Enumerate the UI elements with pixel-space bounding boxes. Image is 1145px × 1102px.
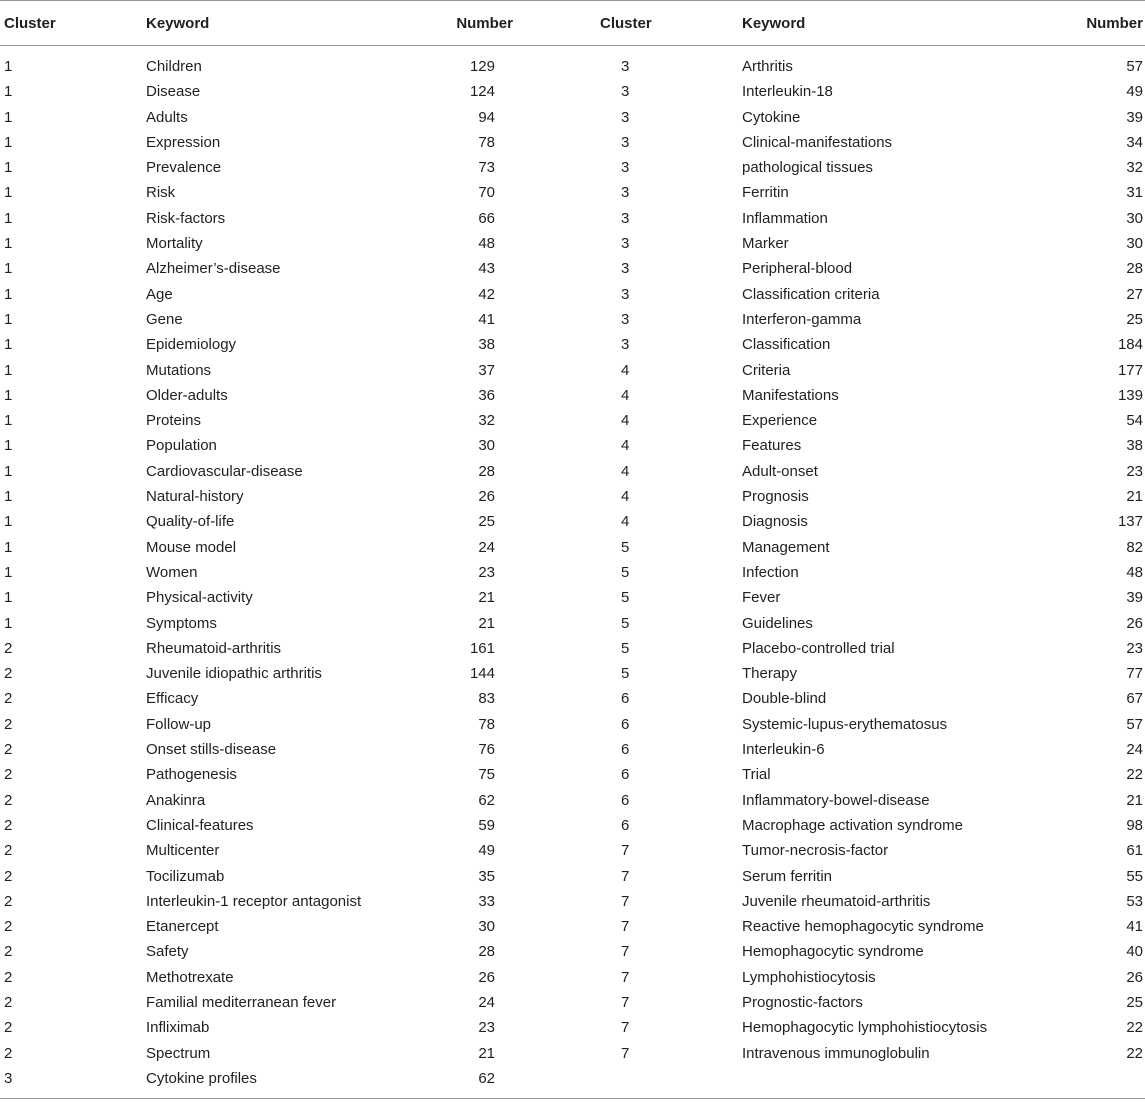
cluster-cell-right: 3 — [621, 336, 630, 354]
keyword-cell-right: Interleukin-18 — [742, 83, 833, 101]
keyword-cell-left: Gene — [146, 310, 183, 328]
cluster-cell-left: 1 — [4, 563, 13, 581]
table-row — [0, 585, 1145, 610]
keyword-cell-left: Prevalence — [146, 159, 222, 177]
number-cell-left: 62 — [478, 791, 495, 809]
number-cell-right: 98 — [1126, 816, 1143, 834]
keyword-cell-left: Physical-activity — [146, 589, 253, 607]
number-cell-left: 124 — [469, 83, 495, 101]
keyword-cell-right: Arthritis — [742, 58, 793, 75]
keyword-cell-left: Infliximab — [146, 1019, 210, 1037]
keyword-cell-left: Efficacy — [146, 690, 199, 708]
cluster-cell-left: 1 — [4, 412, 13, 430]
keyword-cell-right: Classification criteria — [742, 285, 880, 303]
cluster-cell-right: 3 — [621, 108, 630, 126]
number-cell-right: 21 — [1126, 791, 1143, 809]
keyword-cell-right: Macrophage activation syndrome — [742, 816, 963, 834]
number-cell-left: 66 — [478, 209, 495, 227]
number-cell-left: 23 — [478, 1019, 495, 1037]
cluster-cell-right: 6 — [621, 741, 630, 759]
cluster-cell-left: 1 — [4, 159, 13, 177]
keyword-cell-right: Cytokine — [742, 108, 801, 126]
keyword-cell-right: Placebo-controlled trial — [742, 639, 895, 657]
cluster-cell-left: 1 — [4, 285, 13, 303]
number-cell-right: 49 — [1126, 83, 1143, 101]
cluster-cell-left: 1 — [4, 462, 13, 480]
keyword-cell-left: Epidemiology — [146, 336, 237, 354]
keyword-cell-right: Marker — [742, 235, 789, 253]
table-row — [0, 1015, 1145, 1040]
table-row — [0, 206, 1145, 231]
table-header — [0, 1, 1145, 46]
keyword-cell-right: Interleukin-6 — [742, 741, 825, 759]
keyword-cell-left: Safety — [146, 943, 189, 961]
keyword-cell-left: Older-adults — [146, 386, 228, 404]
cluster-cell-right: 5 — [621, 614, 630, 632]
cluster-cell-left: 2 — [4, 892, 13, 910]
header-cluster-left: Cluster — [0, 1, 146, 46]
number-cell-left: 59 — [478, 816, 495, 834]
number-cell-left: 30 — [478, 437, 495, 455]
number-cell-left: 41 — [478, 310, 495, 328]
number-cell-right: 39 — [1126, 108, 1143, 126]
keyword-cell-right: Intravenous immunoglobulin — [742, 1044, 930, 1062]
number-cell-left: 76 — [478, 741, 495, 759]
number-cell-right: 30 — [1126, 209, 1143, 227]
number-cell-right: 24 — [1126, 741, 1143, 759]
number-cell-right: 139 — [1117, 386, 1143, 404]
number-cell-right: 39 — [1126, 589, 1143, 607]
cluster-cell-left: 2 — [4, 1044, 13, 1062]
keyword-cell-right: Infection — [742, 563, 799, 581]
cluster-cell-right: 7 — [621, 1019, 630, 1037]
table-row — [0, 636, 1145, 661]
number-cell-left: 24 — [478, 538, 495, 556]
cluster-cell-left: 1 — [4, 614, 13, 632]
keyword-cell-right: Management — [742, 538, 830, 556]
number-cell-left: 43 — [478, 260, 495, 278]
keyword-cell-right: Therapy — [742, 665, 798, 683]
cluster-cell-left: 2 — [4, 690, 13, 708]
table-row — [0, 79, 1145, 104]
cluster-cell-right: 6 — [621, 690, 630, 708]
cluster-cell-right: 5 — [621, 665, 630, 683]
number-cell-left: 38 — [478, 336, 495, 354]
number-cell-left: 161 — [469, 639, 495, 657]
number-cell-right: 23 — [1126, 462, 1143, 480]
number-cell-right: 40 — [1126, 943, 1143, 961]
cluster-cell-left: 1 — [4, 336, 13, 354]
number-cell-left: 21 — [478, 1044, 495, 1062]
table-row — [0, 535, 1145, 560]
cluster-cell-left: 2 — [4, 918, 13, 936]
keyword-cell-left: Cytokine profiles — [146, 1066, 399, 1099]
table-row — [0, 46, 1145, 80]
table-row — [0, 686, 1145, 711]
keyword-cell-right: Juvenile rheumatoid-arthritis — [742, 892, 931, 910]
keyword-cell-left: Natural-history — [146, 488, 244, 506]
table-row — [0, 459, 1145, 484]
table-row — [0, 939, 1145, 964]
header-cluster-right: Cluster — [513, 1, 742, 46]
number-cell-right: 26 — [1126, 614, 1143, 632]
cluster-cell-left: 1 — [4, 538, 13, 556]
cluster-cell-left: 2 — [4, 741, 13, 759]
keyword-cell-left: Spectrum — [146, 1044, 211, 1062]
keyword-cell-right: Double-blind — [742, 690, 827, 708]
number-cell-right: 22 — [1126, 766, 1143, 784]
number-cell-right: 26 — [1126, 968, 1143, 986]
table-row — [0, 155, 1145, 180]
cluster-cell-right: 7 — [621, 918, 630, 936]
table-row — [0, 509, 1145, 534]
keyword-cell-right: Hemophagocytic syndrome — [742, 943, 924, 961]
cluster-cell-right: 6 — [621, 715, 630, 733]
number-cell-right: 77 — [1126, 665, 1143, 683]
number-cell-right: 22 — [1126, 1019, 1143, 1037]
cluster-cell-left: 1 — [4, 83, 13, 101]
keyword-cell-left: Proteins — [146, 412, 202, 430]
cluster-cell-right: 6 — [621, 791, 630, 809]
cluster-cell-right: 3 — [621, 58, 630, 75]
cluster-cell-right: 3 — [621, 83, 630, 101]
cluster-cell-right: 3 — [621, 310, 630, 328]
header-keyword-right: Keyword — [742, 1, 998, 46]
number-cell-left: 28 — [478, 462, 495, 480]
keyword-cell-right: Prognostic-factors — [742, 993, 863, 1011]
cluster-cell-right: 4 — [621, 361, 630, 379]
keyword-cell-right: Reactive hemophagocytic syndrome — [742, 918, 984, 936]
header-row — [0, 1, 1145, 46]
number-cell-left: 48 — [478, 235, 495, 253]
cluster-cell-right: 7 — [621, 1044, 630, 1062]
keyword-cell-left: Interleukin-1 receptor antagonist — [146, 892, 362, 910]
keyword-cell-left: Women — [146, 563, 198, 581]
number-cell-right: 22 — [1126, 1044, 1143, 1062]
keyword-cell-left: Risk — [146, 184, 176, 202]
keyword-cell-right: Criteria — [742, 361, 791, 379]
cluster-cell-right: 7 — [621, 867, 630, 885]
keyword-cell-left: Pathogenesis — [146, 766, 237, 784]
table-row — [0, 560, 1145, 585]
cluster-cell-right: 7 — [621, 993, 630, 1011]
cluster-cell-left: 2 — [4, 968, 13, 986]
number-cell-left: 26 — [478, 488, 495, 506]
keyword-cell-left: Tocilizumab — [146, 867, 225, 885]
keyword-cell-left: Onset stills-disease — [146, 741, 277, 759]
number-cell-left: 49 — [478, 842, 495, 860]
cluster-cell-right: 7 — [621, 968, 630, 986]
keyword-cell-left: Familial mediterranean fever — [146, 993, 337, 1011]
cluster-cell-left: 1 — [4, 260, 13, 278]
number-cell-right: 21 — [1126, 488, 1143, 506]
keyword-cell-left: Cardiovascular-disease — [146, 462, 303, 480]
number-cell-right: 57 — [1126, 715, 1143, 733]
keyword-cell-left: Methotrexate — [146, 968, 234, 986]
cluster-cell-left: 2 — [4, 1019, 13, 1037]
keyword-cell-left: Population — [146, 437, 217, 455]
cluster-cell-right: 7 — [621, 943, 630, 961]
number-cell-left: 78 — [478, 133, 495, 151]
table-row — [0, 1041, 1145, 1066]
cluster-cell-left: 2 — [4, 791, 13, 809]
cluster-cell-right: 5 — [621, 589, 630, 607]
number-cell-left: 37 — [478, 361, 495, 379]
keyword-cell-right: Inflammatory-bowel-disease — [742, 791, 930, 809]
number-cell-left: 33 — [478, 892, 495, 910]
keyword-cell-left: Expression — [146, 133, 221, 151]
header-number-left: Number — [399, 1, 513, 46]
number-cell-right: 30 — [1126, 235, 1143, 253]
keyword-cell-left: Children — [146, 58, 202, 75]
number-cell-left: 35 — [478, 867, 495, 885]
table-row — [0, 611, 1145, 636]
keyword-cell-right: Ferritin — [742, 184, 789, 202]
cluster-cell-left: 1 — [4, 513, 13, 531]
cluster-cell-right: 7 — [621, 892, 630, 910]
table-row — [0, 661, 1145, 686]
keyword-cell-left: Age — [146, 285, 173, 303]
cluster-cell-right: 3 — [621, 159, 630, 177]
keyword-cell-left: Multicenter — [146, 842, 220, 860]
number-cell-right: 28 — [1126, 260, 1143, 278]
table-row — [0, 180, 1145, 205]
table-row — [0, 712, 1145, 737]
keyword-cell-right: pathological tissues — [742, 159, 873, 177]
number-cell-right: 82 — [1126, 538, 1143, 556]
keyword-cell-left: Etanercept — [146, 918, 219, 936]
cluster-cell-right: 3 — [621, 209, 630, 227]
number-cell-left: 32 — [478, 412, 495, 430]
keyword-cell-right: Fever — [742, 589, 781, 607]
number-cell-left: 26 — [478, 968, 495, 986]
keyword-cell-left: Disease — [146, 83, 201, 101]
table-row — [0, 484, 1145, 509]
table-row — [0, 231, 1145, 256]
cluster-cell-right: 3 — [621, 260, 630, 278]
number-cell-right: 177 — [1117, 361, 1143, 379]
number-cell-left: 21 — [478, 589, 495, 607]
table-row — [0, 788, 1145, 813]
table-row — [0, 105, 1145, 130]
table-body — [0, 46, 1145, 1099]
cluster-cell-right: 4 — [621, 412, 630, 430]
table-row — [0, 762, 1145, 787]
cluster-cell-left: 2 — [4, 867, 13, 885]
keyword-cell-right: Systemic-lupus-erythematosus — [742, 715, 948, 733]
keyword-cell-left: Juvenile idiopathic arthritis — [146, 665, 322, 683]
keyword-cell-right — [742, 1066, 998, 1099]
number-cell-left: 62 — [399, 1066, 513, 1099]
cluster-cell-right: 5 — [621, 639, 630, 657]
keyword-cell-left: Clinical-features — [146, 816, 254, 834]
cluster-cell-left: 2 — [4, 993, 13, 1011]
number-cell-left: 24 — [478, 993, 495, 1011]
number-cell-right: 27 — [1126, 285, 1143, 303]
table-row — [0, 914, 1145, 939]
keyword-cell-left: Mutations — [146, 361, 212, 379]
cluster-cell-left: 1 — [4, 488, 13, 506]
number-cell-right: 55 — [1126, 867, 1143, 885]
number-cell-right: 48 — [1126, 563, 1143, 581]
keyword-cell-left: Quality-of-life — [146, 513, 235, 531]
keyword-cell-right: Adult-onset — [742, 462, 818, 480]
cluster-cell-left: 1 — [4, 310, 13, 328]
cluster-cell-left: 1 — [4, 361, 13, 379]
number-cell-right: 61 — [1126, 842, 1143, 860]
number-cell-left: 78 — [478, 715, 495, 733]
number-cell-left: 129 — [469, 58, 495, 75]
keyword-cell-right: Hemophagocytic lymphohistiocytosis — [742, 1019, 988, 1037]
cluster-cell-right: 3 — [621, 184, 630, 202]
table-row — [0, 383, 1145, 408]
keyword-cell-left: Mortality — [146, 235, 203, 253]
number-cell-right: 32 — [1126, 159, 1143, 177]
number-cell-left: 30 — [478, 918, 495, 936]
cluster-cell-right: 6 — [621, 816, 630, 834]
number-cell-right: 67 — [1126, 690, 1143, 708]
number-cell-right: 38 — [1126, 437, 1143, 455]
table-row — [0, 813, 1145, 838]
table-row — [0, 889, 1145, 914]
cluster-cell-left: 1 — [4, 437, 13, 455]
keyword-cell-right: Tumor-necrosis-factor — [742, 842, 889, 860]
number-cell-left: 144 — [469, 665, 495, 683]
keyword-cell-right: Peripheral-blood — [742, 260, 853, 278]
keyword-cell-right: Diagnosis — [742, 513, 808, 531]
cluster-cell-right: 4 — [621, 462, 630, 480]
cluster-cell-right: 5 — [621, 538, 630, 556]
header-number-right: Number — [998, 1, 1145, 46]
number-cell-right: 23 — [1126, 639, 1143, 657]
table-row — [0, 737, 1145, 762]
keyword-cell-right: Interferon-gamma — [742, 310, 862, 328]
cluster-cell-right: 4 — [621, 513, 630, 531]
keyword-cell-right: Prognosis — [742, 488, 809, 506]
keyword-cell-right: Trial — [742, 766, 771, 784]
number-cell-left: 21 — [478, 614, 495, 632]
number-cell-left: 23 — [478, 563, 495, 581]
cluster-cell-left: 1 — [4, 589, 13, 607]
number-cell-left: 36 — [478, 386, 495, 404]
number-cell-right: 31 — [1126, 184, 1143, 202]
cluster-cell-left: 1 — [4, 58, 13, 75]
number-cell-left: 75 — [478, 766, 495, 784]
table-row — [0, 1066, 1145, 1099]
keyword-cell-left: Alzheimer’s-disease — [146, 260, 281, 278]
number-cell-right: 184 — [1117, 336, 1143, 354]
cluster-cell-right: 5 — [621, 563, 630, 581]
number-cell-right: 137 — [1117, 513, 1143, 531]
number-cell-right: 41 — [1126, 918, 1143, 936]
number-cell-right: 57 — [1126, 58, 1143, 75]
table-row — [0, 864, 1145, 889]
cluster-cell-right — [513, 1066, 742, 1099]
keyword-cell-left: Rheumatoid-arthritis — [146, 639, 282, 657]
cluster-cell-right: 4 — [621, 488, 630, 506]
keyword-cell-left: Anakinra — [146, 791, 206, 809]
keyword-cell-right: Manifestations — [742, 386, 839, 404]
table-row — [0, 256, 1145, 281]
keyword-cell-left: Adults — [146, 108, 188, 126]
cluster-cell-left: 2 — [4, 943, 13, 961]
keyword-cell-right: Inflammation — [742, 209, 828, 227]
table-row — [0, 307, 1145, 332]
number-cell-right: 54 — [1126, 412, 1143, 430]
table-row — [0, 130, 1145, 155]
number-cell-left: 83 — [478, 690, 495, 708]
number-cell-right: 53 — [1126, 892, 1143, 910]
keyword-cell-left: Mouse model — [146, 538, 237, 556]
cluster-cell-left: 2 — [4, 842, 13, 860]
number-cell-right: 34 — [1126, 133, 1143, 151]
cluster-cell-right: 7 — [621, 842, 630, 860]
cluster-cell-left: 1 — [4, 235, 13, 253]
table-row — [0, 358, 1145, 383]
keyword-cell-right: Features — [742, 437, 802, 455]
cluster-cell-right: 6 — [621, 766, 630, 784]
number-cell-right: 25 — [1126, 993, 1143, 1011]
number-cell-right — [998, 1066, 1145, 1099]
cluster-cell-right: 3 — [621, 235, 630, 253]
cluster-cell-left: 3 — [0, 1066, 146, 1099]
cluster-cell-left: 2 — [4, 665, 13, 683]
table-row — [0, 433, 1145, 458]
keyword-cell-right: Classification — [742, 336, 831, 354]
cluster-cell-left: 2 — [4, 715, 13, 733]
number-cell-right: 25 — [1126, 310, 1143, 328]
number-cell-left: 25 — [478, 513, 495, 531]
table-row — [0, 408, 1145, 433]
cluster-cell-right: 4 — [621, 437, 630, 455]
table-row — [0, 332, 1145, 357]
table-row — [0, 990, 1145, 1015]
keyword-cell-right: Clinical-manifestations — [742, 133, 893, 151]
keyword-cell-left: Follow-up — [146, 715, 212, 733]
cluster-cell-left: 1 — [4, 108, 13, 126]
cluster-cell-right: 3 — [621, 133, 630, 151]
keyword-cell-left: Symptoms — [146, 614, 217, 632]
table-row — [0, 282, 1145, 307]
cluster-cell-left: 2 — [4, 766, 13, 784]
table-row — [0, 838, 1145, 863]
cluster-cell-left: 1 — [4, 209, 13, 227]
cluster-cell-right: 3 — [621, 285, 630, 303]
cluster-cell-left: 1 — [4, 386, 13, 404]
cluster-cell-left: 2 — [4, 816, 13, 834]
cluster-cell-left: 2 — [4, 639, 13, 657]
number-cell-left: 73 — [478, 159, 495, 177]
number-cell-left: 42 — [478, 285, 495, 303]
number-cell-left: 94 — [478, 108, 495, 126]
keyword-cell-right: Serum ferritin — [742, 867, 833, 885]
cluster-cell-left: 1 — [4, 184, 13, 202]
number-cell-left: 70 — [478, 184, 495, 202]
cluster-cell-right: 4 — [621, 386, 630, 404]
keyword-cell-left: Risk-factors — [146, 209, 226, 227]
number-cell-left: 28 — [478, 943, 495, 961]
cluster-cell-left: 1 — [4, 133, 13, 151]
keyword-cell-right: Lymphohistiocytosis — [742, 968, 876, 986]
keyword-cell-right: Guidelines — [742, 614, 813, 632]
header-keyword-left: Keyword — [146, 1, 399, 46]
keyword-cell-right: Experience — [742, 412, 818, 430]
table-row — [0, 965, 1145, 990]
